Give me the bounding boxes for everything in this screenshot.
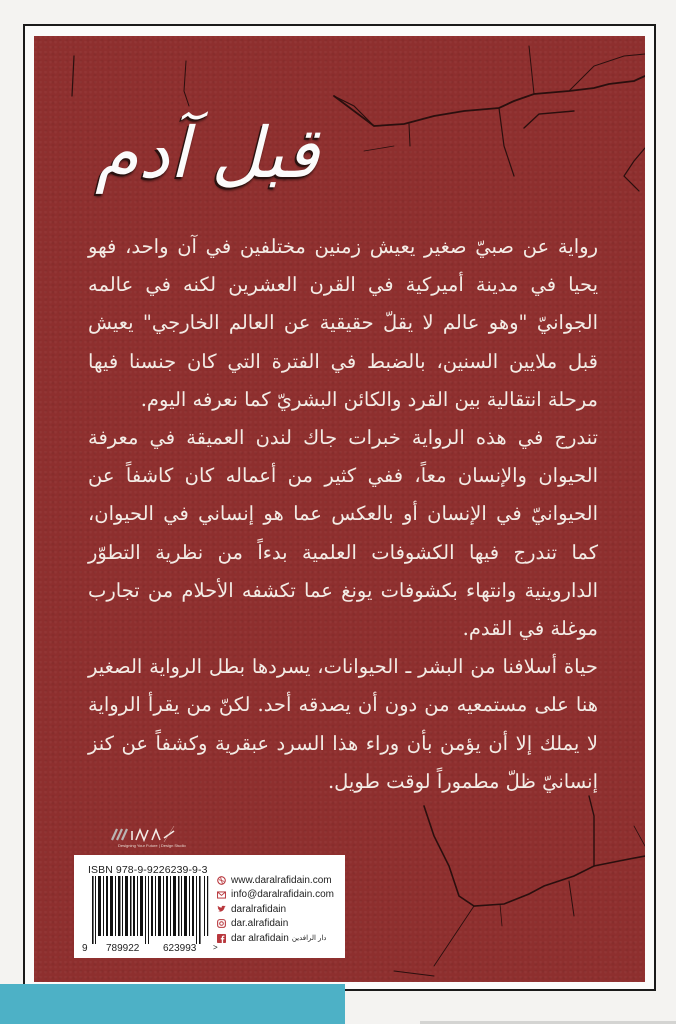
blurb-paragraph-2: تندرج في هذه الرواية خبرات جاك لندن العميقة في معرفة الحيوان والإنسان معاً، ففي كثير من أعماله كان كاشفاً عن الحيوانيّ في الإنسان أو بالعكس عما هو إنساني في الحيوان، كما تندرج فيها الكشوفات العلمية بدءاً من نظرية التطوّر الداروينية وانتهاء بكشوفات يونغ عما تكشفه الأحلام من تجارب موغلة في القدم. (88, 426, 598, 641)
contact-twitter[interactable] (217, 902, 342, 917)
publisher-arabic-name: دار الرافدين (291, 935, 327, 943)
barcode-left-digits: 789922 (106, 943, 140, 954)
website-text[interactable]: www.daralrafidain.com (231, 874, 332, 886)
email-text[interactable]: info@daralrafidain.com (231, 889, 334, 901)
barcode (88, 876, 214, 944)
isbn-label: ISBN 978-9-9226239-9-3 (88, 864, 208, 876)
publisher-contacts (217, 873, 342, 946)
isbn-publisher-box (74, 855, 345, 958)
barcode-right-digits: 623993 (163, 943, 197, 954)
instagram-text[interactable]: dar.alrafidain (231, 918, 289, 930)
contact-facebook[interactable] (217, 931, 342, 946)
blurb-paragraph-3: حياة أسلافنا من البشر ـ الحيوانات، يسردها بطل الرواية الصغير هنا على مستمعيه من دون أن يصدقه أحد. لكنّ من يقرأ الرواية لا يملك إلا أن يؤمن بأن وراء هذا السرد عبقرية وكشفاً عن كنز إنسانيّ ظلّ مطموراً لوقت طويل. (88, 655, 598, 793)
facebook-icon (217, 934, 226, 943)
book-title: قبل آدم (95, 112, 319, 194)
twitter-icon (217, 905, 226, 914)
teal-strip (0, 984, 345, 1024)
studio-logo-mark-icon (108, 826, 208, 842)
contact-website[interactable] (217, 873, 342, 888)
facebook-text[interactable]: dar alrafidain (231, 932, 289, 944)
twitter-text[interactable]: daralrafidain (231, 903, 287, 915)
instagram-icon (217, 919, 226, 928)
web-icon (217, 876, 226, 885)
contact-email[interactable] (217, 888, 342, 903)
contact-instagram[interactable] (217, 917, 342, 932)
barcode-lead-digit: 9 (82, 943, 88, 954)
studio-tagline: Designing Your Future | Design Studio (118, 843, 186, 848)
blurb-paragraph-1: رواية عن صبيّ صغير يعيش زمنين مختلفين في آن واحد، فهو يحيا في مدينة أميركية في القرن العشرين لكنه في عالمه الجوانيّ "وهو عالم لا يقلّ حقيقية عن العالم الخارجي" يعيش قبل ملايين السنين، بالضبط في الفترة التي كان جنسنا فيها مرحلة انتقالية بين القرد والكائن البشريّ كما نعرفه اليوم. (88, 235, 598, 411)
blurb-text (88, 228, 598, 801)
barcode-marker: > (213, 943, 218, 952)
design-studio-logo (108, 826, 208, 852)
email-icon (217, 890, 226, 899)
